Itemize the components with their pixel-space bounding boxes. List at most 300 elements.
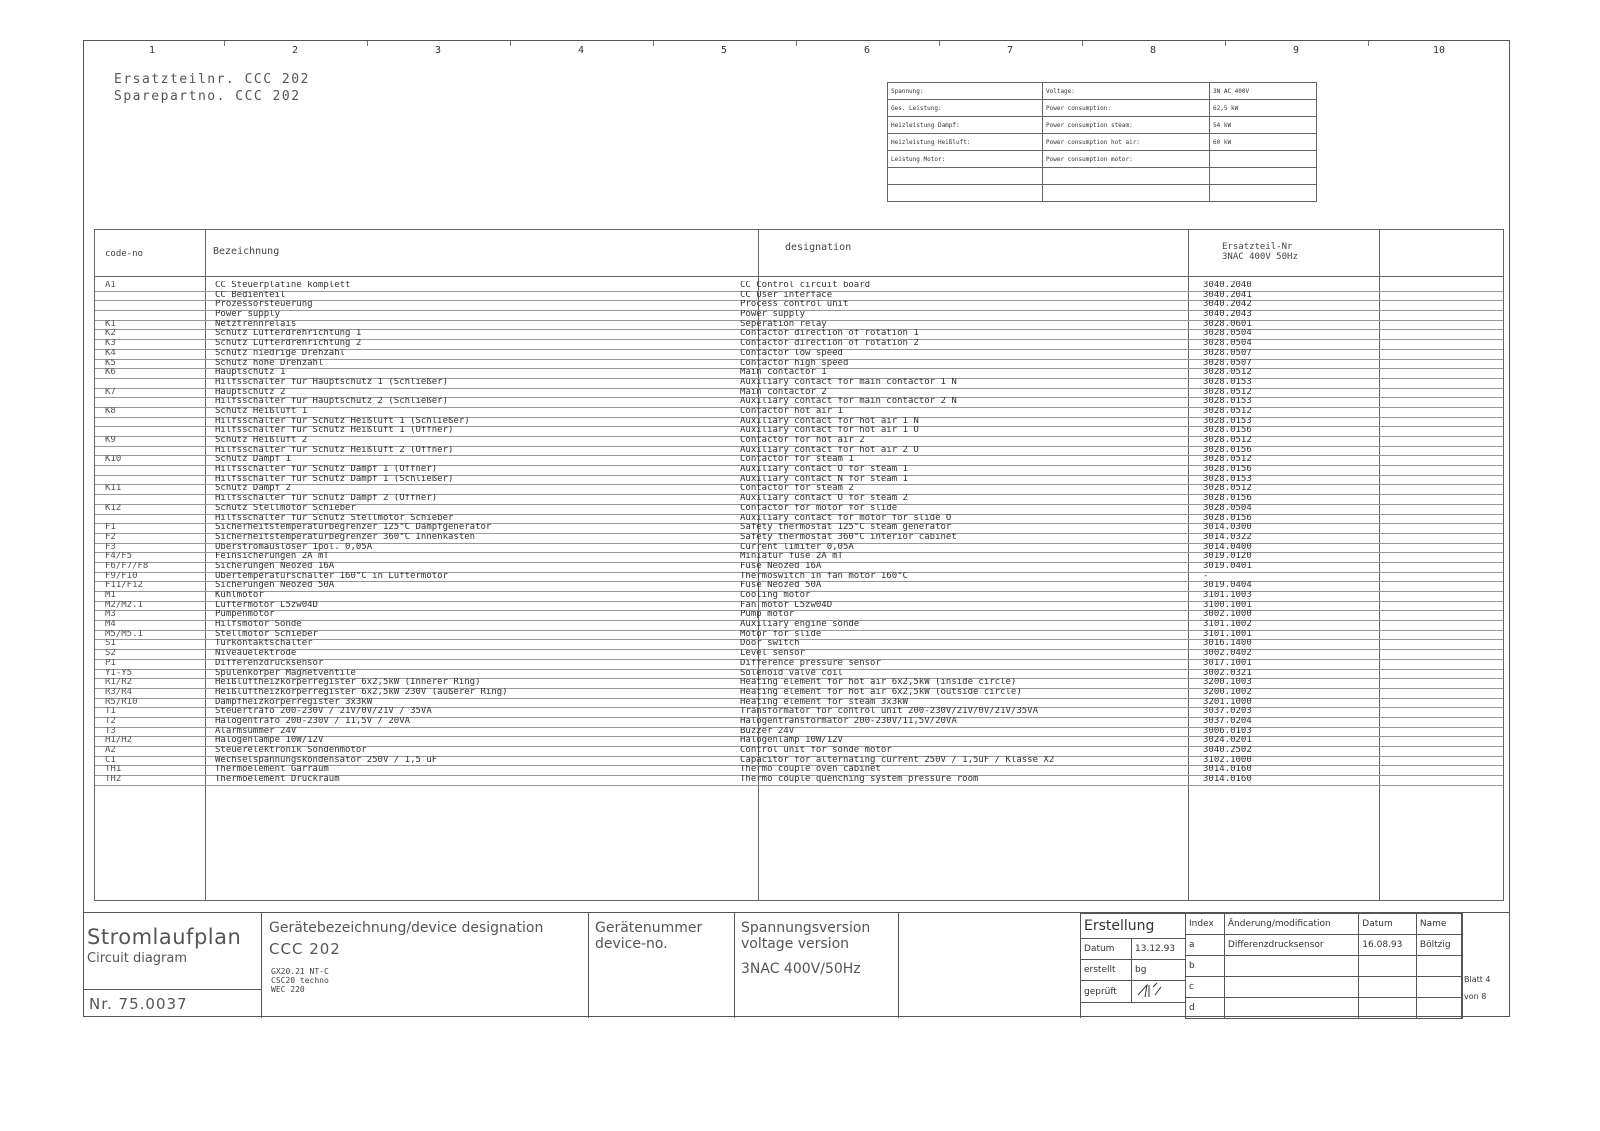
column-numbers	[84, 45, 1509, 59]
part-name-en: Auxiliary engine sonde	[740, 620, 860, 630]
part-name-de: Hilfsschalter für Schütz Dampf 1 (Öffner)	[215, 465, 438, 475]
part-number: 3101.1002	[1203, 620, 1252, 630]
part-name-en: Main contactor 1	[740, 368, 827, 378]
part-name-de: Schütz hohe Drehzahl	[215, 358, 324, 368]
checked-by-signature	[1132, 981, 1186, 1003]
part-name-de: Power supply	[215, 310, 281, 320]
part-name-en: Heating element for hot air 6x2,5kW (inside circle)	[740, 678, 1017, 688]
part-code: T2	[105, 716, 116, 726]
rev-header: Änderung/modification	[1224, 914, 1358, 935]
part-number: 3014.0160	[1203, 775, 1252, 785]
part-name-de: Schütz niedrige Drehzahl	[215, 348, 346, 358]
part-name-en: Contactor for motor for slide	[740, 503, 898, 513]
part-number: 3028.0153	[1203, 416, 1252, 426]
part-number: 3028.0156	[1203, 513, 1252, 523]
part-code: Y1-Y5	[105, 668, 133, 678]
part-name-en: Auxiliary contact for motor for slide O	[740, 513, 952, 523]
part-name-en: Motor for slide	[740, 629, 822, 639]
header-designation: designation	[785, 242, 852, 253]
part-number: 3014.0160	[1203, 765, 1252, 775]
part-name-de: Hauptschütz 1	[215, 368, 286, 378]
power-label-en: Power consumption:	[1043, 100, 1210, 117]
part-name-de: Halogentrafo 200-230V / 11,5V / 20VA	[215, 716, 411, 726]
part-name-de: Dampfheizkörperregister 3x3kW	[215, 697, 373, 707]
part-name-de: Thermoelement Druckraum	[215, 775, 340, 785]
part-code: F4/F5	[105, 552, 133, 562]
part-number: 3201.1000	[1203, 697, 1252, 707]
part-number: 3017.1001	[1203, 658, 1252, 668]
divider	[84, 989, 261, 990]
created-by-value: bg	[1132, 960, 1186, 981]
part-number: 3028.0507	[1203, 348, 1252, 358]
part-name-en: Auxiliary contact for main contactor 2 N	[740, 397, 957, 407]
part-code: M5/M5.1	[105, 629, 143, 639]
part-name-de: CC Bedienteil	[215, 290, 286, 300]
plan-title: Stromlaufplan	[87, 925, 242, 949]
created-by-label: erstellt	[1081, 960, 1132, 981]
column-number: 10	[1433, 45, 1446, 56]
revision-date	[1359, 956, 1417, 977]
part-name-en: Control unit for sonde motor	[740, 746, 892, 755]
part-code: R3/R4	[105, 687, 133, 697]
power-label-de: Leistung Motor:	[888, 151, 1043, 168]
voltage-version-label	[741, 920, 870, 952]
part-name-en: Pump motor	[740, 610, 795, 620]
power-label-de	[888, 185, 1043, 202]
part-number: 3028.0512	[1203, 406, 1252, 416]
part-name-de: Hilfsschalter für Schütz Dampf 1 (Schließer)	[215, 474, 454, 484]
power-row	[888, 185, 1317, 202]
header-spare-part-label: Ersatzteil-Nr	[1222, 242, 1293, 252]
part-name-de: Hilfsschalter für Schütz Dampf 2 (Öffner)	[215, 494, 438, 504]
part-number: 3028.0156	[1203, 465, 1252, 475]
part-code: A2	[105, 746, 116, 755]
device-model: WEC 220	[271, 985, 305, 994]
revision-name	[1416, 998, 1462, 1019]
part-code: R1/R2	[105, 678, 133, 688]
column-number: 9	[1293, 45, 1300, 56]
power-label-en: Power consumption motor:	[1043, 151, 1210, 168]
revision-date	[1359, 977, 1417, 998]
part-code: C1	[105, 755, 116, 765]
revision-index: a	[1186, 935, 1225, 956]
part-name-en: Contactor for steam 1	[740, 455, 854, 465]
part-number: 3006.0103	[1203, 726, 1252, 736]
footer-device-cell	[262, 913, 589, 1018]
column-number: 2	[292, 45, 299, 56]
part-number: 3028.0504	[1203, 503, 1252, 513]
power-value	[1210, 185, 1317, 202]
part-name-de: Hilfsmotor Sonde	[215, 620, 302, 630]
power-label-en: Voltage:	[1043, 83, 1210, 100]
revision-row	[1186, 998, 1463, 1019]
part-name-en: Heating element for steam 3x3kW	[740, 697, 908, 707]
part-code: F11/F12	[105, 581, 143, 591]
part-name-en: Process control unit	[740, 300, 849, 310]
revision-row	[1186, 977, 1463, 998]
part-code: TH2	[105, 775, 122, 785]
part-number: 3028.0153	[1203, 474, 1252, 484]
revision-name: Böltzig	[1416, 935, 1462, 956]
device-model: GX20.21 NT-C	[271, 967, 329, 976]
part-name-en: Thermo couple quenching system pressure room	[740, 775, 979, 785]
power-rating-table	[887, 82, 1317, 202]
part-number: 3040.2043	[1203, 310, 1252, 320]
part-number: 3040.2042	[1203, 300, 1252, 310]
revision-change: Differenzdrucksensor	[1224, 935, 1358, 956]
part-number: 3040.2502	[1203, 746, 1252, 755]
part-code: K11	[105, 484, 122, 494]
power-label-de: Heizleistung Heißluft:	[888, 134, 1043, 151]
part-name-en: Contactor hot air 1	[740, 406, 843, 416]
rev-header: Name	[1416, 914, 1462, 935]
sheet-label: Blatt 4	[1464, 975, 1491, 984]
part-number: 3028.0601	[1203, 319, 1252, 329]
part-name-de: Schütz Heißluft 2	[215, 436, 308, 445]
part-name-en: Contactor for steam 2	[740, 484, 854, 494]
revision-index: b	[1186, 956, 1225, 977]
power-label-de: Heizleistung Dampf:	[888, 117, 1043, 134]
revision-change	[1224, 956, 1358, 977]
part-code: S2	[105, 649, 116, 659]
part-number: 3028.0512	[1203, 436, 1252, 445]
part-number: 3037.0203	[1203, 707, 1252, 717]
sheet-total: von 8	[1464, 992, 1487, 1001]
part-name-de: Hilfsschalter für Schütz Heißluft 1 (Schließer)	[215, 416, 470, 426]
part-number: 3200.1003	[1203, 678, 1252, 688]
header-bezeichnung: Bezeichnung	[213, 246, 280, 257]
part-number: 3028.0512	[1203, 368, 1252, 378]
part-name-en: Heating element for hot air 6x2,5kW (outside circle)	[740, 687, 1022, 697]
revision-index: c	[1186, 977, 1225, 998]
sheet-number	[1464, 975, 1491, 1001]
part-name-en: Contactor direction of rotation 1	[740, 329, 919, 339]
column-number: 7	[1007, 45, 1014, 56]
part-code: M1	[105, 591, 116, 600]
part-name-en: Difference pressure sensor	[740, 658, 881, 668]
part-name-de: Steuertrafo 200-230V / 21V/0V/21V / 35VA	[215, 707, 432, 717]
part-code: A1	[105, 281, 116, 290]
power-row	[888, 168, 1317, 185]
footer-revision-cell	[1186, 913, 1462, 1018]
part-name-en: Contactor direction of rotation 2	[740, 339, 919, 349]
footer-creation-cell	[1081, 913, 1186, 1018]
power-label-de: Ges. Leistung:	[888, 100, 1043, 117]
part-name-de: Prozessorsteuerung	[215, 300, 313, 310]
rev-header: Datum	[1359, 914, 1417, 935]
part-code: K2	[105, 329, 116, 339]
spare-part-no-en: Sparepartno. CCC 202	[114, 89, 301, 104]
revision-name	[1416, 956, 1462, 977]
part-name-de: Türkontaktschalter	[215, 639, 313, 649]
part-name-en: Fan motor L5zw04D	[740, 600, 833, 610]
part-name-en: Level sensor	[740, 649, 806, 659]
part-name-en: Buzzer 24V	[740, 726, 795, 736]
part-name-de: Übertemperaturschalter 160°C in Lüftermotor	[215, 571, 448, 581]
voltage-version-label-en: voltage version	[741, 936, 850, 952]
part-name-en: Halogenlamp 10W/12V	[740, 736, 843, 746]
part-code: K10	[105, 455, 122, 465]
parts-row	[95, 776, 1503, 786]
part-number: 3040.2041	[1203, 290, 1252, 300]
device-no-label-de: Gerätenummer	[595, 920, 703, 936]
part-code: F6/F7/F8	[105, 561, 149, 571]
voltage-version-value: 3NAC 400V/50Hz	[741, 961, 861, 977]
part-name-de: Niveauelektrode	[215, 649, 297, 659]
revision-change	[1224, 998, 1358, 1019]
power-label-de	[888, 168, 1043, 185]
part-number: 3028.0156	[1203, 426, 1252, 436]
part-name-de: Schütz Heißluft 1	[215, 406, 308, 416]
part-name-de: Heißluftheizkörperregister 6x2,5kW (Innerer Ring)	[215, 678, 481, 688]
part-name-de: Netztrennrelais	[215, 319, 297, 329]
revision-name	[1416, 977, 1462, 998]
signature-icon	[1135, 981, 1165, 999]
part-code: R5/R10	[105, 697, 138, 707]
part-name-de: Sicherungen Neozed 50A	[215, 581, 335, 591]
part-number: 3028.0153	[1203, 377, 1252, 387]
part-name-en: Fuse Neozed 50A	[740, 581, 822, 591]
part-name-en: CC User interface	[740, 290, 833, 300]
part-number: 3037.0204	[1203, 716, 1252, 726]
part-number: 3028.0504	[1203, 329, 1252, 339]
part-code: F3	[105, 542, 116, 552]
part-name-de: Differenzdrucksensor	[215, 658, 324, 668]
part-number: 3024.0201	[1203, 736, 1252, 746]
part-number: 3014.0322	[1203, 532, 1252, 542]
part-name-de: Feinsicherungen 2A mT	[215, 552, 329, 562]
part-name-en: Miniatur fuse 2A mT	[740, 552, 843, 562]
part-number: 3100.1001	[1203, 600, 1252, 610]
part-name-en: Safety thermostat 125°C steam generator	[740, 523, 952, 533]
power-value: 3N AC 400V	[1210, 83, 1317, 100]
part-number: 3028.0153	[1203, 397, 1252, 407]
power-row	[888, 151, 1317, 168]
power-value: 54 kW	[1210, 117, 1317, 134]
part-code: T1	[105, 707, 116, 717]
device-model: CSC20 techno	[271, 976, 329, 985]
part-number: 3002.0402	[1203, 649, 1252, 659]
part-code: K5	[105, 358, 116, 368]
part-number: 3101.1001	[1203, 629, 1252, 639]
part-name-de: Steuerelektronik Sondenmotor	[215, 746, 367, 755]
part-number: 3028.0156	[1203, 494, 1252, 504]
part-name-en: Main contactor 2	[740, 387, 827, 397]
part-name-de: Schütz Lüfterdrehrichtung 1	[215, 329, 362, 339]
device-no-label-en: device-no.	[595, 936, 668, 952]
part-name-de: Thermoelement Garraum	[215, 765, 329, 775]
column-number: 5	[721, 45, 728, 56]
part-number: 3019.0401	[1203, 561, 1252, 571]
header-code-no: code-no	[105, 249, 143, 259]
part-name-de: Hilfsschalter für Schütz Heißluft 1 (Öffner)	[215, 426, 454, 436]
part-name-de: Spulenkörper Magnetventile	[215, 668, 356, 678]
part-code: F1	[105, 523, 116, 533]
creation-table	[1080, 913, 1186, 1003]
part-name-de: CC Steuerplatine komplett	[215, 281, 351, 290]
device-no-label	[595, 920, 702, 952]
part-name-en: Contactor high speed	[740, 358, 849, 368]
part-name-en: Safety thermostat 360°C interior cabinet	[740, 532, 957, 542]
part-name-de: Wechselspannungskondensator 250V / 1,5 uF	[215, 755, 438, 765]
part-name-en: Thermoswitch in fan motor 160°C	[740, 571, 908, 581]
part-number: 3014.0400	[1203, 542, 1252, 552]
power-label-en	[1043, 168, 1210, 185]
power-row	[888, 134, 1317, 151]
device-name: CCC 202	[269, 940, 341, 958]
footer-device-no-cell	[589, 913, 735, 1018]
part-name-de: Hilfsschalter für Schütz Stellmotor Schieber	[215, 513, 454, 523]
power-label-en	[1043, 185, 1210, 202]
part-code: S1	[105, 639, 116, 649]
part-name-en: Auxiliary contact O for steam 1	[740, 465, 908, 475]
part-number: 3028.0507	[1203, 358, 1252, 368]
part-name-de: Hilfsschalter für Schütz Heißluft 2 (Öffner)	[215, 445, 454, 455]
part-number: 3028.0512	[1203, 455, 1252, 465]
parts-list	[94, 229, 1504, 901]
part-number: 3002.1000	[1203, 610, 1252, 620]
part-code: TH1	[105, 765, 122, 775]
part-name-en: Door switch	[740, 639, 800, 649]
part-code: M2/M2.1	[105, 600, 143, 610]
revision-change	[1224, 977, 1358, 998]
part-code: K4	[105, 348, 116, 358]
part-code: K6	[105, 368, 116, 378]
part-name-en: Seperation relay	[740, 319, 827, 329]
part-code: P1	[105, 658, 116, 668]
part-name-en: Halogentransformator 200-230V/11,5V/20VA	[740, 716, 957, 726]
power-row	[888, 117, 1317, 134]
part-name-de: Halogenlampe 10W/12V	[215, 736, 324, 746]
part-code: T3	[105, 726, 116, 736]
part-name-en: Solenoid valve coil	[740, 668, 843, 678]
part-name-en: Contactor for hot air 2	[740, 436, 865, 445]
part-name-de: Heißluftheizkörperregister 6x2,5kW 230V (äußerer Ring)	[215, 687, 508, 697]
title-block-footer	[84, 912, 1509, 1018]
part-code: K8	[105, 406, 116, 416]
part-name-en: Capacitor for alternating current 250V / 1,5uF / Klasse X2	[740, 755, 1055, 765]
plan-number: Nr. 75.0037	[89, 995, 188, 1013]
plan-subtitle: Circuit diagram	[87, 951, 188, 966]
date-label: Datum	[1081, 939, 1132, 960]
part-name-de: Schütz Dampf 2	[215, 484, 291, 494]
footer-blank-cell	[899, 913, 1081, 1018]
device-designation-label: Gerätebezeichnung/device designation	[269, 920, 544, 936]
revision-table	[1185, 913, 1463, 1019]
part-name-de: Hilfsschalter für Hauptschütz 2 (Schließer)	[215, 397, 448, 407]
part-name-en: Auxiliary contact N for steam 1	[740, 474, 908, 484]
part-name-en: Current limiter 0,05A	[740, 542, 854, 552]
power-value: 60 kW	[1210, 134, 1317, 151]
creation-heading: Erstellung	[1081, 914, 1186, 939]
part-name-de: Hauptschütz 2	[215, 387, 286, 397]
part-name-de: Schütz Lüfterdrehrichtung 2	[215, 339, 362, 349]
spare-part-title	[114, 71, 310, 105]
part-number: 3019.0120	[1203, 552, 1252, 562]
part-number: 3028.0156	[1203, 445, 1252, 455]
footer-voltage-cell	[735, 913, 899, 1018]
part-name-en: Thermo couple oven cabinet	[740, 765, 881, 775]
part-name-de: Alarmsummer 24V	[215, 726, 297, 736]
part-number: 3200.1002	[1203, 687, 1252, 697]
column-number: 1	[149, 45, 156, 56]
part-code: F2	[105, 532, 116, 542]
power-value	[1210, 168, 1317, 185]
part-code: K9	[105, 436, 116, 445]
part-number: 3014.0300	[1203, 523, 1252, 533]
part-name-de: Sicherheitstemperaturbegrenzer 360°C Innenkasten	[215, 532, 476, 542]
rev-header: Index	[1186, 914, 1225, 935]
part-name-de: Lüftermotor L5zw04D	[215, 600, 318, 610]
column-number: 4	[578, 45, 585, 56]
date-value: 13.12.93	[1132, 939, 1186, 960]
part-number: 3028.0512	[1203, 387, 1252, 397]
power-label-de: Spannung:	[888, 83, 1043, 100]
power-row	[888, 83, 1317, 100]
part-name-en: Auxiliary contact for hot air 2 O	[740, 445, 919, 455]
part-name-de: Pumpenmotor	[215, 610, 275, 620]
part-name-de: Schütz Stellmotor Schieber	[215, 503, 356, 513]
power-value	[1210, 151, 1317, 168]
part-code: K3	[105, 339, 116, 349]
part-name-en: Auxiliary contact for hot air 1 O	[740, 426, 919, 436]
part-name-en: Power supply	[740, 310, 806, 320]
part-number: 3028.0504	[1203, 339, 1252, 349]
spare-part-no-de: Ersatzteilnr. CCC 202	[114, 72, 310, 87]
power-label-en: Power consumption steam:	[1043, 117, 1210, 134]
part-name-de: Hilfsschalter für Hauptschütz 1 (Schließer)	[215, 377, 448, 387]
drawing-sheet	[83, 40, 1510, 1017]
header-rule	[95, 276, 1503, 277]
part-code: K12	[105, 503, 122, 513]
voltage-version-label-de: Spannungsversion	[741, 920, 871, 936]
revision-row	[1186, 935, 1463, 956]
part-name-en: Auxiliary contact for hot air 1 N	[740, 416, 919, 426]
part-name-de: Sicherungen Neozed 16A	[215, 561, 335, 571]
part-name-de: Kühlmotor	[215, 591, 264, 600]
part-code: M3	[105, 610, 116, 620]
part-number: -	[1203, 571, 1209, 581]
part-number: 3016.1400	[1203, 639, 1252, 649]
part-name-de: Überstromauslöser 1pol. 0,05A	[215, 542, 373, 552]
part-name-de: Schütz Dampf 1	[215, 455, 291, 465]
footer-plan-cell	[84, 913, 262, 1018]
checked-by-label: geprüft	[1081, 981, 1132, 1003]
part-number: 3102.1000	[1203, 755, 1252, 765]
device-models	[271, 967, 329, 994]
header-voltage-label: 3NAC 400V 50Hz	[1222, 252, 1298, 262]
part-name-en: Transformator for control unit 200-230V/21V/0V/21V/35VA	[740, 707, 1039, 717]
revision-date	[1359, 998, 1417, 1019]
part-name-en: Cooling motor	[740, 591, 811, 600]
part-code: K1	[105, 319, 116, 329]
part-code: H1/H2	[105, 736, 133, 746]
power-row	[888, 100, 1317, 117]
part-number: 3002.0321	[1203, 668, 1252, 678]
part-code: K7	[105, 387, 116, 397]
power-label-en: Power consumption hot air:	[1043, 134, 1210, 151]
part-number: 3101.1003	[1203, 591, 1252, 600]
part-name-en: Auxiliary contact for main contactor 1 N	[740, 377, 957, 387]
part-number: 3019.0404	[1203, 581, 1252, 591]
column-number: 3	[435, 45, 442, 56]
revision-date: 16.08.93	[1359, 935, 1417, 956]
revision-row	[1186, 956, 1463, 977]
part-name-en: Auxiliary contact O for steam 2	[740, 494, 908, 504]
part-name-en: Fuse Neozed 16A	[740, 561, 822, 571]
part-number: 3028.0512	[1203, 484, 1252, 494]
column-number: 6	[864, 45, 871, 56]
